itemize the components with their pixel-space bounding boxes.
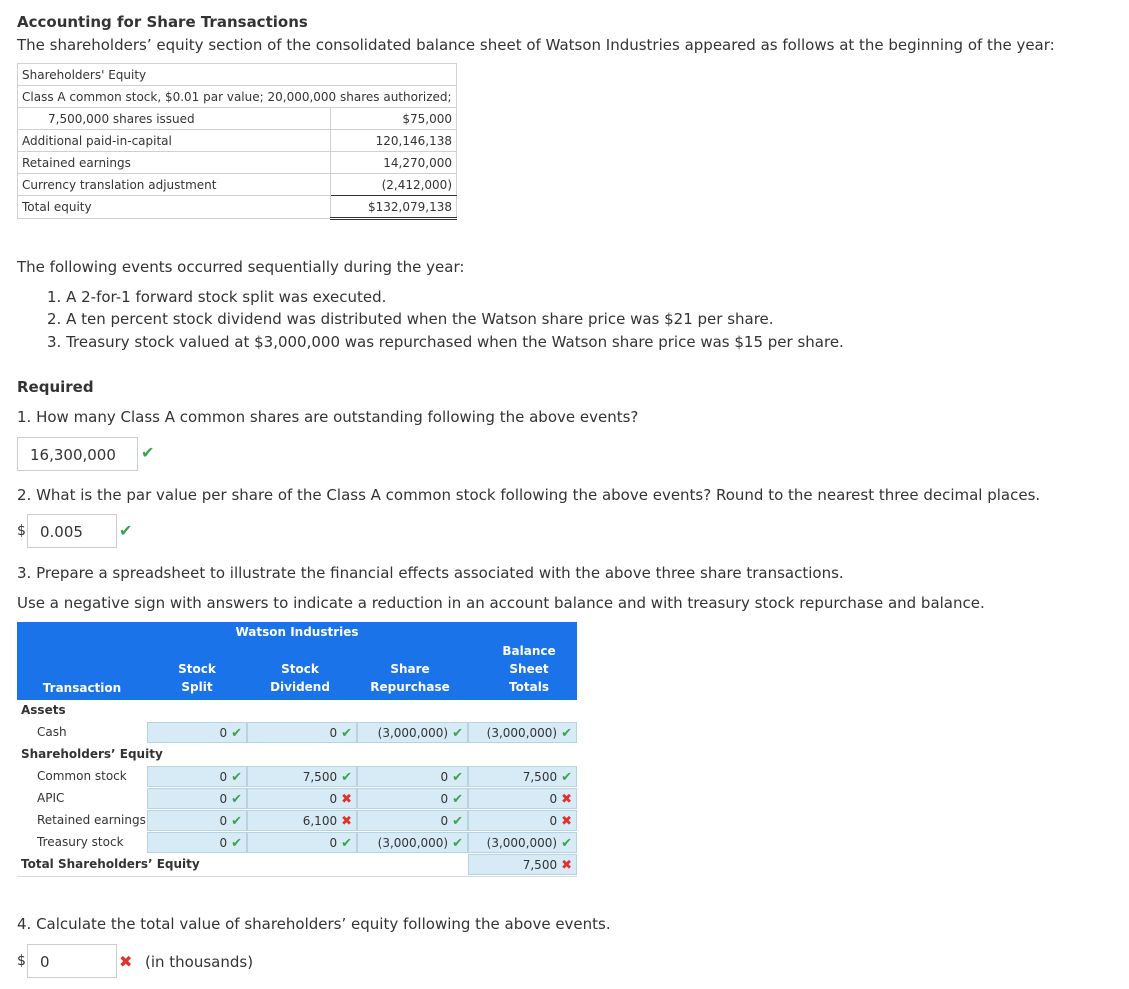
equity-table	[17, 63, 457, 220]
spreadsheet-header	[17, 622, 577, 700]
cash-totals-input[interactable]	[468, 722, 577, 743]
header-dividend	[259, 660, 341, 696]
apic-split-input[interactable]	[147, 788, 247, 809]
check-icon: ✔	[452, 792, 463, 807]
header-dividend-line1: Stock	[281, 662, 319, 676]
equity-row-label: Total equity	[18, 196, 331, 219]
cell-value: 0	[219, 836, 228, 850]
cash-split-input[interactable]	[147, 722, 247, 743]
equity-row-value: (2,412,000)	[331, 174, 457, 196]
check-icon: ✔	[341, 836, 352, 851]
required-heading: Required	[17, 378, 94, 396]
equity-row-value: $132,079,138	[331, 196, 457, 219]
check-icon: ✔	[231, 726, 242, 741]
question-2: 2. What is the par value per share of the Class A common stock following the above events? Round to the nearest three decimal places.	[17, 486, 1041, 504]
cell-value: 0	[329, 836, 338, 850]
cell-value: 0	[219, 770, 228, 784]
equity-row-value: 14,270,000	[331, 152, 457, 174]
check-icon: ✔	[561, 836, 572, 851]
cross-icon: ✖	[341, 814, 352, 829]
cell-value: 0	[440, 770, 449, 784]
re-split-input[interactable]	[147, 810, 247, 831]
common-dividend-input[interactable]	[247, 766, 357, 787]
check-icon: ✔	[341, 770, 352, 785]
apic-repurchase-input[interactable]	[357, 788, 468, 809]
q1-answer-input[interactable]: 16,300,000	[17, 437, 138, 471]
ts-split-input[interactable]	[147, 832, 247, 853]
event-item: 1. A 2-for-1 forward stock split was executed.	[47, 288, 387, 306]
check-icon: ✔	[231, 792, 242, 807]
header-split-line2: Split	[181, 680, 213, 694]
check-icon: ✔	[341, 726, 352, 741]
row-label-retained-earnings: Retained earnings	[37, 813, 146, 827]
check-icon: ✔	[141, 443, 155, 462]
ts-dividend-input[interactable]	[247, 832, 357, 853]
page-title: Accounting for Share Transactions	[17, 13, 308, 31]
check-icon: ✔	[119, 521, 133, 540]
cell-value: 7,500	[522, 858, 558, 872]
spreadsheet	[17, 622, 577, 878]
events-lead: The following events occurred sequentially during the year:	[17, 258, 465, 276]
equity-row-value: $75,000	[331, 108, 457, 130]
cash-repurchase-input[interactable]	[357, 722, 468, 743]
q4-answer-input[interactable]: 0	[27, 944, 117, 978]
cell-value: (3,000,000)	[377, 836, 449, 850]
equity-header: Shareholders' Equity	[18, 64, 457, 86]
header-totals-line3: Totals	[509, 680, 549, 694]
equity-row-value: 120,146,138	[331, 130, 457, 152]
cell-value: (3,000,000)	[486, 836, 558, 850]
cell-value: 0	[440, 814, 449, 828]
row-label-apic: APIC	[37, 791, 65, 805]
header-transaction: Transaction	[42, 681, 122, 695]
equity-row-label: Retained earnings	[18, 152, 331, 174]
cross-icon: ✖	[341, 792, 352, 807]
check-icon: ✔	[452, 814, 463, 829]
equity-line1: Class A common stock, $0.01 par value; 20,000,000 shares authorized;	[18, 86, 457, 108]
cell-value: 7,500	[522, 770, 558, 784]
cell-value: 0	[440, 792, 449, 806]
check-icon: ✔	[231, 836, 242, 851]
apic-dividend-input[interactable]	[247, 788, 357, 809]
check-icon: ✔	[452, 726, 463, 741]
header-repurchase	[365, 660, 455, 696]
currency-symbol: $	[17, 953, 26, 969]
common-repurchase-input[interactable]	[357, 766, 468, 787]
header-totals-line2: Sheet	[509, 662, 549, 676]
re-dividend-input[interactable]	[247, 810, 357, 831]
check-icon: ✔	[561, 726, 572, 741]
question-4: 4. Calculate the total value of shareholders’ equity following the above events.	[17, 915, 611, 933]
total-equity-input[interactable]	[468, 854, 577, 875]
re-repurchase-input[interactable]	[357, 810, 468, 831]
common-split-input[interactable]	[147, 766, 247, 787]
question-1: 1. How many Class A common shares are outstanding following the above events?	[17, 408, 639, 426]
apic-totals-input[interactable]	[468, 788, 577, 809]
cross-icon: ✖	[119, 952, 133, 971]
cell-value: 7,500	[302, 770, 338, 784]
company-name: Watson Industries	[235, 625, 359, 639]
row-label-cash: Cash	[37, 725, 67, 739]
currency-symbol: $	[17, 523, 26, 539]
check-icon: ✔	[231, 770, 242, 785]
header-totals-line1: Balance	[502, 644, 556, 658]
assets-label: Assets	[21, 703, 66, 717]
header-totals	[487, 642, 571, 696]
question-3: 3. Prepare a spreadsheet to illustrate the financial effects associated with the above three share transactions.	[17, 564, 844, 582]
re-totals-input[interactable]	[468, 810, 577, 831]
intro-text: The shareholders’ equity section of the consolidated balance sheet of Watson Industries appeared as follows at the beginning of the year:	[17, 36, 1055, 54]
cell-value: 0	[219, 726, 228, 740]
cell-value: (3,000,000)	[486, 726, 558, 740]
cell-value: (3,000,000)	[377, 726, 449, 740]
ts-totals-input[interactable]	[468, 832, 577, 853]
total-equity-label: Total Shareholders’ Equity	[21, 857, 200, 871]
equity-row-label: 7,500,000 shares issued	[18, 108, 331, 130]
header-dividend-line2: Dividend	[270, 680, 330, 694]
event-item: 3. Treasury stock valued at $3,000,000 was repurchased when the Watson share price was $15 per share.	[47, 333, 844, 351]
header-split	[157, 660, 237, 696]
event-item: 2. A ten percent stock dividend was distributed when the Watson share price was $21 per share.	[47, 310, 774, 328]
row-label-common-stock: Common stock	[37, 769, 127, 783]
equity-section-label: Shareholders’ Equity	[21, 747, 163, 761]
unit-label: (in thousands)	[145, 953, 254, 971]
cell-value: 0	[329, 792, 338, 806]
cell-value: 0	[549, 792, 558, 806]
header-repurchase-line1: Share	[390, 662, 430, 676]
equity-row-label: Additional paid-in-capital	[18, 130, 331, 152]
cell-value: 0	[219, 792, 228, 806]
cash-dividend-input[interactable]	[247, 722, 357, 743]
cross-icon: ✖	[561, 814, 572, 829]
cross-icon: ✖	[561, 858, 572, 873]
cross-icon: ✖	[561, 792, 572, 807]
check-icon: ✔	[452, 770, 463, 785]
check-icon: ✔	[452, 836, 463, 851]
check-icon: ✔	[231, 814, 242, 829]
cell-value: 6,100	[302, 814, 338, 828]
cell-value: 0	[549, 814, 558, 828]
common-totals-input[interactable]	[468, 766, 577, 787]
question-3-note: Use a negative sign with answers to indicate a reduction in an account balance and with treasury stock repurchase and balance.	[17, 594, 985, 612]
cell-value: 0	[219, 814, 228, 828]
q2-answer-input[interactable]: 0.005	[27, 514, 117, 548]
ts-repurchase-input[interactable]	[357, 832, 468, 853]
sheet-bottom-rule	[17, 876, 577, 877]
header-repurchase-line2: Repurchase	[370, 680, 450, 694]
row-label-treasury-stock: Treasury stock	[37, 835, 124, 849]
equity-row-label: Currency translation adjustment	[18, 174, 331, 196]
cell-value: 0	[329, 726, 338, 740]
header-split-line1: Stock	[178, 662, 216, 676]
check-icon: ✔	[561, 770, 572, 785]
